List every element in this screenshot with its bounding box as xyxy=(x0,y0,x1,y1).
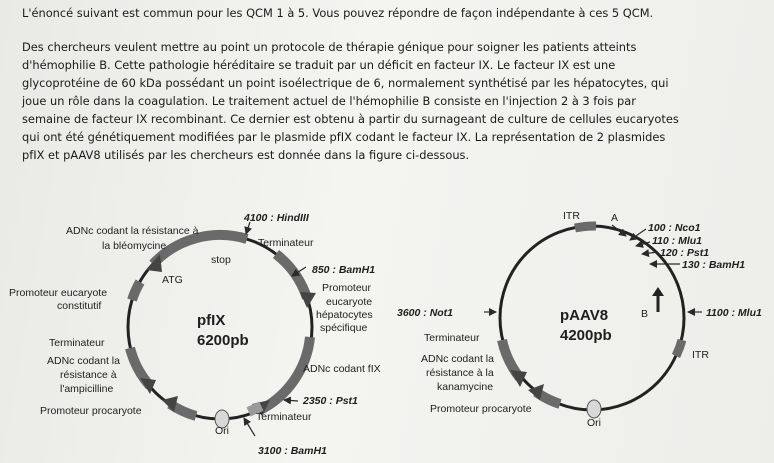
paav8-prok-promoter: Promoteur procaryote xyxy=(430,403,532,415)
paav8-itr-top xyxy=(575,226,596,228)
pfix-hep-promoter-1: Promoteur xyxy=(322,282,372,294)
paragraph-line: qui ont été génétiquement modifiées par le plasmide pfIX codant le facteur IX. La représentation de 2 plasmides xyxy=(22,130,666,144)
pfix-plasmid-name: pfIX xyxy=(197,312,226,329)
paav8-itr-right-label: ITR xyxy=(692,349,709,361)
pfix-euk-promoter-2: constitutif xyxy=(57,300,102,312)
pfix-site-bamh1-850: 850 : BamH1 xyxy=(312,264,376,276)
paav8-a-label: A xyxy=(611,212,619,224)
plasmid-pfix xyxy=(9,212,381,457)
pfix-cdna-fix-label: ADNc codant fIX xyxy=(303,363,381,375)
pfix-site-pst1: 2350 : Pst1 xyxy=(303,395,358,407)
paav8-b-arrowhead xyxy=(652,287,664,296)
intro-statement: L'énoncé suivant est commun pour les QCM 1 à 5. Vous pouvez répondre de façon indépendante à ces 5 QCM. xyxy=(22,6,654,20)
paav8-kan-label-3: kanamycine xyxy=(437,381,494,393)
paav8-plasmid-name: pAAV8 xyxy=(560,307,609,324)
paav8-kan-label-1: ADNc codant la xyxy=(421,353,494,365)
paav8-site-mlu1-1100: 1100 : Mlu1 xyxy=(706,307,762,319)
pfix-amp-label-2: résistance à xyxy=(60,369,117,381)
pfix-prok-promoter: Promoteur procaryote xyxy=(40,405,142,417)
pfix-bamh1-3100-arrow xyxy=(244,418,255,436)
pfix-promoter-constitutive xyxy=(132,282,140,300)
pfix-atg-label: ATG xyxy=(162,274,183,286)
pfix-hep-promoter-3: hépatocytes xyxy=(316,309,373,321)
paragraph-line: joue un rôle dans la coagulation. Le traitement actuel de l'hémophilie B consiste en l'injection 2 à 3 fois par xyxy=(22,94,636,108)
paav8-kan-label-2: résistance à la xyxy=(426,367,494,379)
paav8-ori-marker xyxy=(587,400,601,418)
paragraph-line: pfIX et pAAV8 utilisés par les chercheurs est donnée dans la figure ci-dessous. xyxy=(22,148,470,162)
paragraph-line: glycoprotéine de 60 kDa possédant un point isoélectrique de 6, normalement synthétisé par les hépatocytes, qui xyxy=(22,76,669,90)
pfix-bleo-label-2: la bléomycine xyxy=(102,240,167,252)
paragraph-line: Des chercheurs veulent mettre au point un protocole de thérapie génique pour soigner les patients atteints xyxy=(22,40,637,54)
pfix-plasmid-size: 6200pb xyxy=(197,332,249,349)
paav8-site-mlu1-110: 110 : Mlu1 xyxy=(652,235,702,247)
paav8-itr-right xyxy=(676,340,682,356)
paragraph-line: semaine de facteur IX recombinant. Ce dernier est obtenu à partir du surnageant de culture de cellules eucaryotes xyxy=(22,112,679,126)
pfix-pst1-arrow xyxy=(284,400,298,401)
pfix-terminator-top: Terminateur xyxy=(258,237,314,249)
paav8-plasmid-size: 4200pb xyxy=(560,327,612,344)
pfix-euk-promoter-1: Promoteur eucaryote xyxy=(9,287,108,299)
pfix-hep-promoter-4: spécifique xyxy=(320,322,368,334)
pfix-hep-promoter-2: eucaryote xyxy=(326,296,373,308)
pfix-amp-label-3: l'ampicilline xyxy=(60,383,114,395)
pfix-stop-label: stop xyxy=(211,254,231,266)
paav8-itr-top-label: ITR xyxy=(563,210,580,222)
paav8-site-pst1: 120 : Pst1 xyxy=(660,247,710,259)
pfix-site-hindiii: 4100 : HindIII xyxy=(244,212,309,224)
paragraph-line: d'hémophilie B. Cette pathologie héréditaire se traduit par un déficit en facteur IX. Le facteur IX est une xyxy=(22,58,616,72)
paav8-b-label: B xyxy=(641,308,649,320)
paav8-terminator-label: Terminateur xyxy=(424,332,480,344)
paav8-site-bamh1: 130 : BamH1 xyxy=(682,259,746,271)
pfix-ori-label: Ori xyxy=(215,425,229,437)
pfix-terminator-left: Terminateur xyxy=(49,337,105,349)
pfix-site-bamh1-3100: 3100 : BamH1 xyxy=(258,445,327,457)
pfix-hep-promoter xyxy=(276,254,307,298)
paav8-site-not1: 3600 : Not1 xyxy=(397,307,454,319)
pfix-bleo-label-1: ADNc codant la résistance à xyxy=(66,225,199,237)
paav8-ori-label: Ori xyxy=(587,417,601,429)
pfix-bleomycin-gene xyxy=(153,235,247,264)
pfix-amp-label-1: ADNc codant la xyxy=(47,355,120,367)
pfix-terminator-bottom: Terminateur xyxy=(256,411,312,423)
pfix-hep-arrowhead xyxy=(300,292,316,308)
plasmid-paav8 xyxy=(397,210,762,429)
paav8-site-nco1: 100 : Nco1 xyxy=(648,222,701,234)
